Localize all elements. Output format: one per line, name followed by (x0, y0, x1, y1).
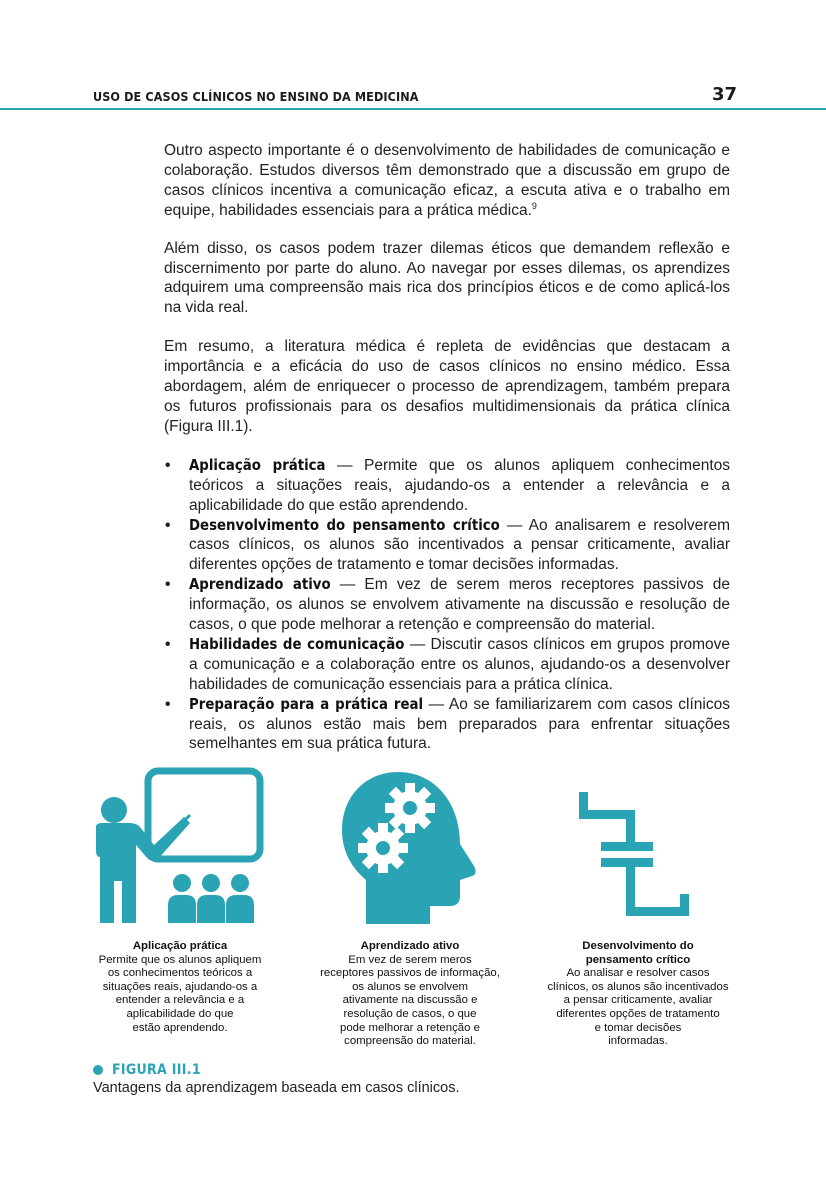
list-item-term: Habilidades de comunicação (189, 635, 405, 653)
panel-caption-active (290, 940, 530, 1049)
advantages-list (164, 456, 730, 755)
caption-line: os conhecimentos teóricos a (107, 967, 253, 980)
running-title: USO DE CASOS CLÍNICOS NO ENSINO DA MEDICINA (93, 89, 419, 104)
panel-title: pensamento crítico (585, 953, 691, 966)
panel-caption-critical (518, 940, 758, 1049)
caption-line: entender a relevância e a (115, 994, 245, 1007)
caption-line: Em vez de serem meros (348, 953, 472, 966)
caption-line: Permite que os alunos apliquem (98, 953, 262, 966)
caption-line: informadas. (608, 1035, 668, 1048)
list-item-text: — Permite que os alunos apliquem conhecimentos teóricos a situações reais, ajudando-os a entender a relevância e a aplicabilidade do que estão aprendendo. (189, 456, 731, 514)
panel-caption-applied (60, 940, 300, 1035)
reference-superscript: 9 (531, 200, 537, 211)
head-gears-icon (338, 768, 480, 926)
bullet-dot: • (165, 635, 171, 653)
figure-bullet-icon (93, 1065, 103, 1075)
bullet-dot: • (165, 695, 171, 713)
list-item-text: — Em vez de serem meros receptores passivos de informação, os alunos se envolvem ativamente na discussão e resolução de casos, o que pode melhorar a retenção e compreensão do material. (189, 576, 730, 634)
bullet-dot: • (165, 516, 171, 534)
panel-title: Aplicação prática (132, 940, 228, 952)
figure-label (93, 1062, 201, 1078)
caption-line: resolução de casos, o que (343, 1007, 477, 1020)
main-text (164, 141, 730, 754)
list-item (164, 575, 730, 635)
caption-line: situações reais, ajudando-os a (102, 980, 258, 993)
list-item-term: Desenvolvimento do pensamento crítico (189, 516, 500, 534)
list-item-text: — Ao se familiarizarem com casos clínicos reais, os alunos estão mais bem preparados para enfrentar situações semelhantes em sua prática futura. (189, 695, 730, 753)
list-item-text: — Discutir casos clínicos em grupos promove a comunicação e a colaboração entre os alunos, ajudando-os a desenvolver habilidades de comunicação essenciais para a prática clínica. (189, 635, 731, 693)
list-item (164, 695, 730, 755)
paragraph-ethics: Além disso, os casos podem trazer dilemas éticos que demandem reflexão e discernimento por parte do aluno. Ao navegar por esses dilemas, os aprendizes adquirem uma compreensão mais rica dos princípios éticos e de como aplicá-los na vida real. (164, 239, 730, 317)
bullet-dot: • (165, 576, 171, 594)
paragraph-summary: Em resumo, a literatura médica é repleta de evidências que destacam a importância e a eficácia do uso de casos clínicos no ensino médico. Essa abordagem, além de enriquecer o processo de aprendizagem, também prepara os futuros profissionais para os desafios multidimensionais da prática clínica (Figura III.1). (164, 338, 730, 435)
panel-title: Desenvolvimento do (582, 940, 694, 952)
list-item (164, 456, 730, 516)
list-item-term: Preparação para a prática real (189, 695, 424, 713)
bullet-dot: • (165, 456, 171, 474)
list-item (164, 516, 730, 576)
figure-number: FIGURA III.1 (112, 1062, 201, 1078)
caption-line: ativamente na discussão e (342, 994, 478, 1007)
page-number: 37 (712, 84, 738, 105)
page-header (0, 84, 826, 110)
paragraph-communication: Outro aspecto importante é o desenvolvimento de habilidades de comunicação e colaboração. Estudos diversos têm demonstrado que a discussão em grupo de casos clínicos incentiva a comunicação eficaz, a escuta ativa e o trabalho em equipe, habilidades essenciais para a prática médica.$^9$ (164, 142, 730, 219)
decision-path-icon (575, 790, 695, 925)
caption-line: clínicos, os alunos são incentivados (547, 980, 729, 993)
caption-line: pode melhorar a retenção e (340, 1021, 480, 1034)
caption-line: compreensão do material. (344, 1035, 476, 1048)
caption-line: aplicabilidade do que (126, 1007, 234, 1020)
caption-line: diferentes opções de tratamento (556, 1007, 720, 1020)
teacher-presentation-icon (90, 765, 270, 925)
figure-caption: Vantagens da aprendizagem baseada em casos clínicos. (93, 1080, 460, 1096)
panel-title: Aprendizado ativo (360, 940, 460, 952)
caption-line: os alunos se envolvem (352, 980, 468, 993)
caption-line: a pensar criticamente, avaliar (563, 994, 713, 1007)
list-item-text: — Ao analisarem e resolverem casos clínicos, os alunos são incentivados a pensar criticamente, avaliar diferentes opções de tratamento e tomar decisões informadas. (189, 516, 730, 574)
caption-line: receptores passivos de informação, (320, 967, 500, 980)
list-item-term: Aprendizado ativo (189, 576, 331, 594)
caption-line: estão aprendendo. (132, 1021, 228, 1034)
caption-line: Ao analisar e resolver casos (566, 967, 710, 980)
caption-line: e tomar decisões (594, 1021, 682, 1034)
list-item-term: Aplicação prática (189, 456, 326, 474)
list-item (164, 635, 730, 695)
